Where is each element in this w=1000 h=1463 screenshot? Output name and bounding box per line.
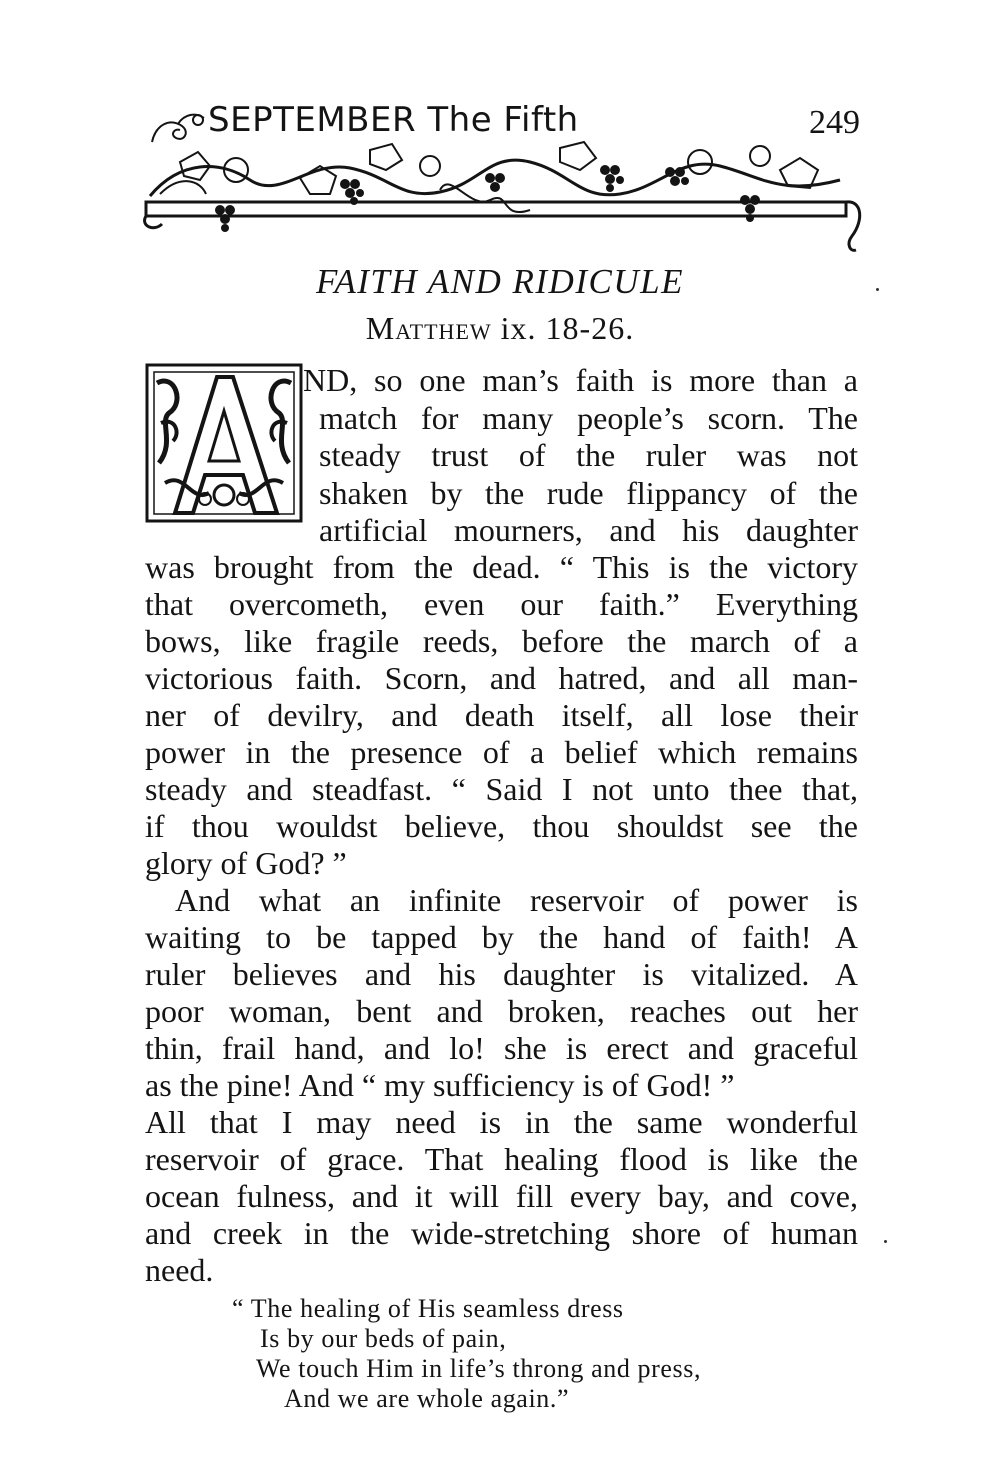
text-line: All that I may need is in the same wonderful xyxy=(145,1104,858,1140)
page-number: 249 xyxy=(809,104,860,141)
text-line: victorious faith. Scorn, and hatred, and all man- xyxy=(145,660,858,696)
text-line: was brought from the dead. “ This is the victory xyxy=(145,549,858,585)
text-line: waiting to be tapped by the hand of faith! A xyxy=(145,919,858,955)
text-line: need. xyxy=(145,1252,214,1288)
poem-line: “ The healing of His seamless dress xyxy=(232,1294,624,1323)
text-line: And what an infinite reservoir of power is xyxy=(175,882,858,918)
reference-book: Matthew xyxy=(365,310,492,346)
text-line: reservoir of grace. That healing flood is like the xyxy=(145,1141,858,1177)
reading-title: FAITH AND RIDICULE xyxy=(316,262,684,301)
text-line: and creek in the wide-stretching shore of human xyxy=(145,1215,858,1251)
text-line: glory of God? ” xyxy=(145,845,347,881)
scan-speck xyxy=(884,1240,887,1243)
text-line: that overcometh, even our faith.” Everything xyxy=(145,586,858,622)
text-line: if thou wouldst believe, thou shouldst see the xyxy=(145,808,858,844)
text-line: power in the presence of a belief which remains xyxy=(145,734,858,770)
text-line: bows, like fragile reeds, before the march of a xyxy=(145,623,858,659)
chapter-heading: SEPTEMBER The Fifth xyxy=(208,100,579,140)
text-line: ND, so one man’s faith is more than a xyxy=(303,362,858,398)
scan-speck xyxy=(876,288,879,291)
poem-line: Is by our beds of pain, xyxy=(260,1324,507,1353)
text-line: ner of devilry, and death itself, all lose their xyxy=(145,697,858,733)
text-line: match for many people’s scorn. The xyxy=(319,400,858,436)
text-line: ocean fulness, and it will fill every bay, and cove, xyxy=(145,1178,858,1214)
text-line: ruler believes and his daughter is vitalized. A xyxy=(145,956,858,992)
illuminated-drop-cap-a xyxy=(145,363,303,523)
text-line: steady and steadfast. “ Said I not unto thee that, xyxy=(145,771,858,807)
scripture-reference xyxy=(0,310,1000,347)
text-line: as the pine! And “ my sufficiency is of God! ” xyxy=(145,1067,735,1103)
reference-verses: ix. 18-26. xyxy=(500,310,635,346)
text-line: shaken by the rude flippancy of the xyxy=(319,475,858,511)
grapevine-border-icon xyxy=(140,140,865,255)
text-line: thin, frail hand, and lo! she is erect and graceful xyxy=(145,1030,858,1066)
poem-line: We touch Him in life’s throng and press, xyxy=(256,1354,702,1383)
text-line: steady trust of the ruler was not xyxy=(319,437,858,473)
text-line: artificial mourners, and his daughter xyxy=(319,512,858,548)
poem-line: And we are whole again.” xyxy=(284,1384,570,1413)
text-line: poor woman, bent and broken, reaches out her xyxy=(145,993,858,1029)
